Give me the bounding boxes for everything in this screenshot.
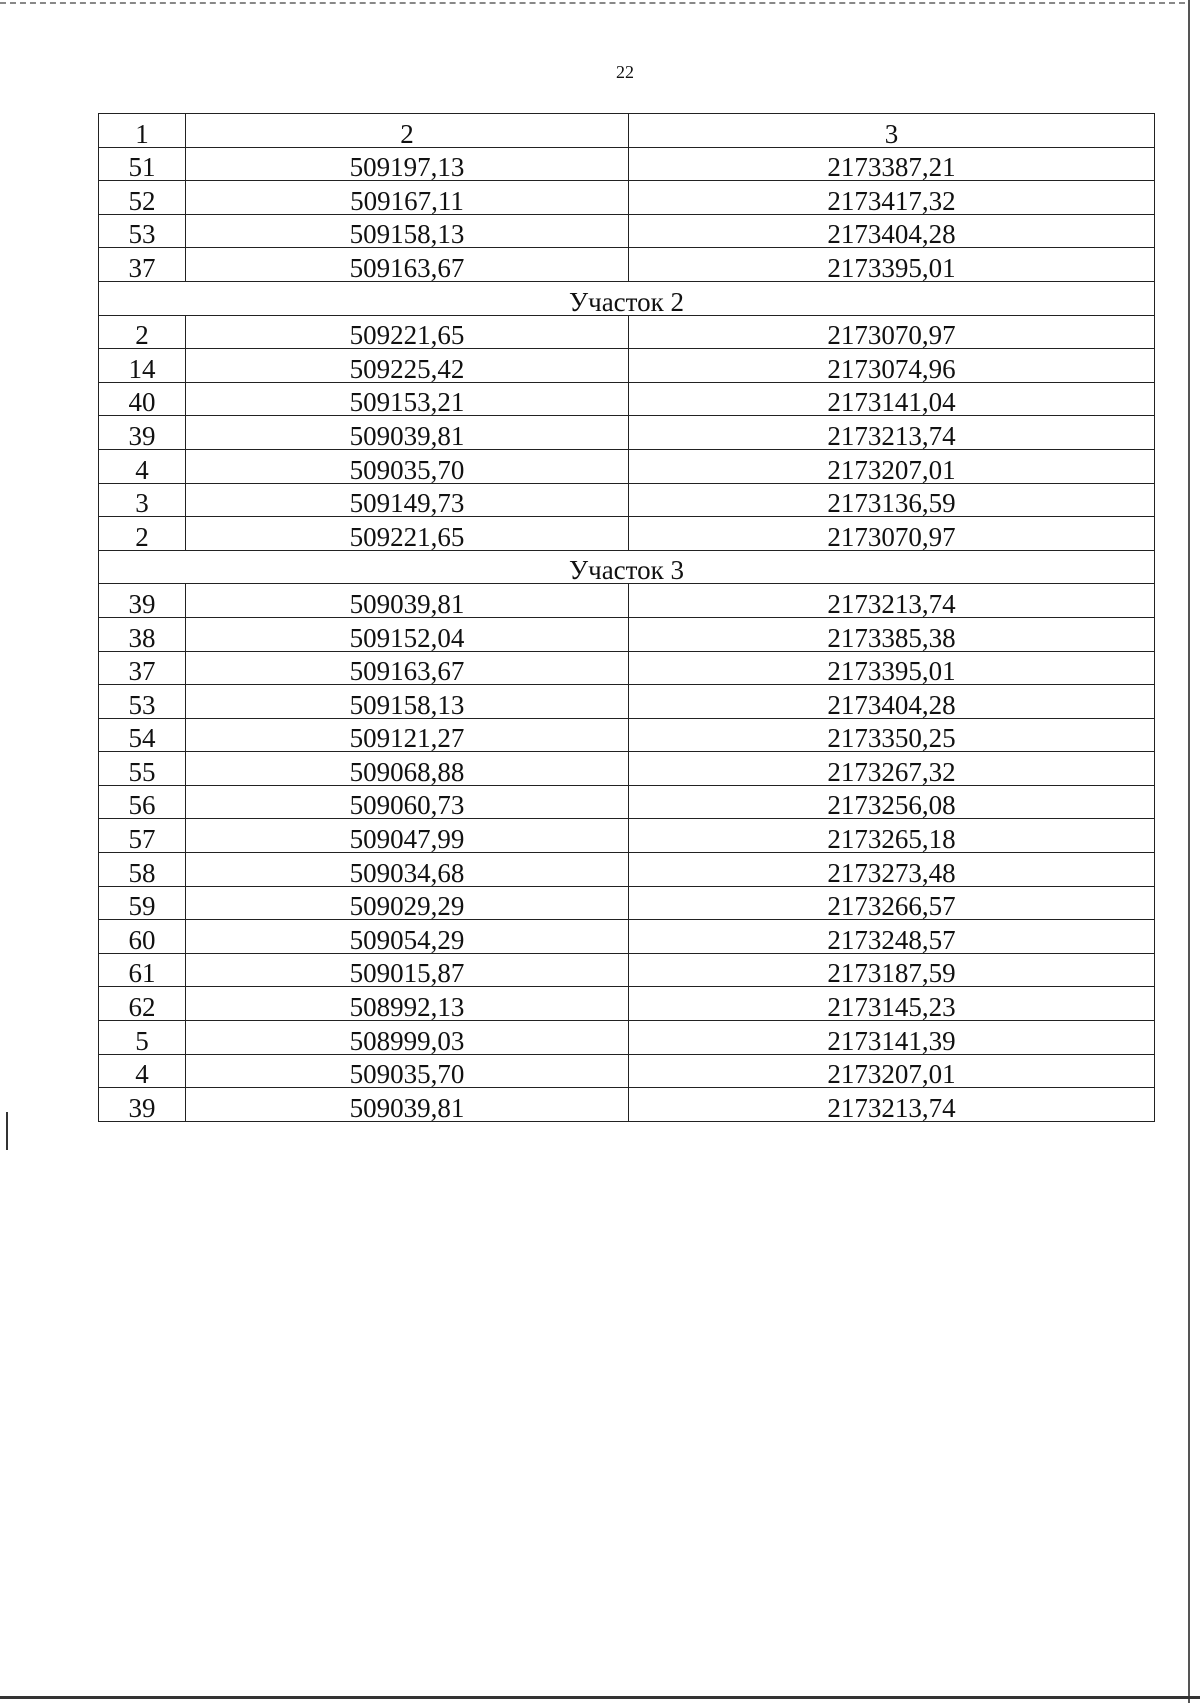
- y-coordinate-cell: 2173266,57: [629, 886, 1155, 920]
- point-number-cell: 39: [99, 416, 186, 450]
- y-coordinate-cell: 2173265,18: [629, 819, 1155, 853]
- x-coordinate-cell: 509225,42: [186, 349, 629, 383]
- scan-mark-left: [6, 1112, 8, 1150]
- table-row: [99, 214, 1155, 248]
- x-coordinate-cell: 509068,88: [186, 752, 629, 786]
- column-header: 2: [186, 114, 629, 148]
- table-row: [99, 718, 1155, 752]
- x-coordinate-cell: 509121,27: [186, 718, 629, 752]
- x-coordinate-cell: 509197,13: [186, 147, 629, 181]
- y-coordinate-cell: 2173070,97: [629, 315, 1155, 349]
- table-row: [99, 349, 1155, 383]
- section-row: [99, 281, 1155, 315]
- table-row: [99, 584, 1155, 618]
- table-row: [99, 953, 1155, 987]
- page-number: 22: [616, 62, 634, 82]
- x-coordinate-cell: 509149,73: [186, 483, 629, 517]
- table-row: [99, 853, 1155, 887]
- point-number-cell: 62: [99, 987, 186, 1021]
- table-row: [99, 920, 1155, 954]
- section-title: Участок 3: [99, 550, 1155, 584]
- section-title: Участок 2: [99, 281, 1155, 315]
- y-coordinate-cell: 2173350,25: [629, 718, 1155, 752]
- point-number-cell: 61: [99, 953, 186, 987]
- y-coordinate-cell: 2173213,74: [629, 1088, 1155, 1122]
- x-coordinate-cell: 509163,67: [186, 248, 629, 282]
- table-row: [99, 987, 1155, 1021]
- y-coordinate-cell: 2173145,23: [629, 987, 1155, 1021]
- point-number-cell: 5: [99, 1021, 186, 1055]
- point-number-cell: 56: [99, 785, 186, 819]
- y-coordinate-cell: 2173187,59: [629, 953, 1155, 987]
- table-row: [99, 651, 1155, 685]
- y-coordinate-cell: 2173213,74: [629, 584, 1155, 618]
- coordinates-table: [98, 113, 1155, 1122]
- table-header-row: [99, 114, 1155, 148]
- table-row: [99, 483, 1155, 517]
- y-coordinate-cell: 2173417,32: [629, 181, 1155, 215]
- x-coordinate-cell: 509163,67: [186, 651, 629, 685]
- point-number-cell: 51: [99, 147, 186, 181]
- point-number-cell: 3: [99, 483, 186, 517]
- y-coordinate-cell: 2173207,01: [629, 1054, 1155, 1088]
- y-coordinate-cell: 2173385,38: [629, 617, 1155, 651]
- y-coordinate-cell: 2173387,21: [629, 147, 1155, 181]
- y-coordinate-cell: 2173136,59: [629, 483, 1155, 517]
- x-coordinate-cell: 509029,29: [186, 886, 629, 920]
- point-number-cell: 39: [99, 584, 186, 618]
- point-number-cell: 57: [99, 819, 186, 853]
- x-coordinate-cell: 509047,99: [186, 819, 629, 853]
- y-coordinate-cell: 2173207,01: [629, 449, 1155, 483]
- y-coordinate-cell: 2173395,01: [629, 248, 1155, 282]
- y-coordinate-cell: 2173404,28: [629, 685, 1155, 719]
- point-number-cell: 59: [99, 886, 186, 920]
- y-coordinate-cell: 2173074,96: [629, 349, 1155, 383]
- column-header: 3: [629, 114, 1155, 148]
- point-number-cell: 54: [99, 718, 186, 752]
- x-coordinate-cell: 509039,81: [186, 584, 629, 618]
- x-coordinate-cell: 509015,87: [186, 953, 629, 987]
- x-coordinate-cell: 509035,70: [186, 1054, 629, 1088]
- x-coordinate-cell: 509221,65: [186, 315, 629, 349]
- y-coordinate-cell: 2173273,48: [629, 853, 1155, 887]
- point-number-cell: 58: [99, 853, 186, 887]
- x-coordinate-cell: 508999,03: [186, 1021, 629, 1055]
- section-row: [99, 550, 1155, 584]
- x-coordinate-cell: 509167,11: [186, 181, 629, 215]
- scan-edge-bottom: [0, 1696, 1200, 1699]
- x-coordinate-cell: 509158,13: [186, 685, 629, 719]
- point-number-cell: 60: [99, 920, 186, 954]
- y-coordinate-cell: 2173395,01: [629, 651, 1155, 685]
- point-number-cell: 37: [99, 248, 186, 282]
- y-coordinate-cell: 2173141,04: [629, 382, 1155, 416]
- x-coordinate-cell: 509153,21: [186, 382, 629, 416]
- table-row: [99, 886, 1155, 920]
- y-coordinate-cell: 2173404,28: [629, 214, 1155, 248]
- point-number-cell: 38: [99, 617, 186, 651]
- x-coordinate-cell: 509221,65: [186, 517, 629, 551]
- table-row: [99, 685, 1155, 719]
- table-row: [99, 416, 1155, 450]
- point-number-cell: 14: [99, 349, 186, 383]
- table-row: [99, 449, 1155, 483]
- x-coordinate-cell: 509152,04: [186, 617, 629, 651]
- y-coordinate-cell: 2173267,32: [629, 752, 1155, 786]
- table-row: [99, 382, 1155, 416]
- y-coordinate-cell: 2173213,74: [629, 416, 1155, 450]
- y-coordinate-cell: 2173248,57: [629, 920, 1155, 954]
- y-coordinate-cell: 2173070,97: [629, 517, 1155, 551]
- table-row: [99, 1021, 1155, 1055]
- x-coordinate-cell: 509060,73: [186, 785, 629, 819]
- point-number-cell: 37: [99, 651, 186, 685]
- table-row: [99, 617, 1155, 651]
- x-coordinate-cell: 508992,13: [186, 987, 629, 1021]
- table-row: [99, 248, 1155, 282]
- column-header: 1: [99, 114, 186, 148]
- x-coordinate-cell: 509034,68: [186, 853, 629, 887]
- x-coordinate-cell: 509054,29: [186, 920, 629, 954]
- point-number-cell: 53: [99, 685, 186, 719]
- y-coordinate-cell: 2173141,39: [629, 1021, 1155, 1055]
- y-coordinate-cell: 2173256,08: [629, 785, 1155, 819]
- x-coordinate-cell: 509035,70: [186, 449, 629, 483]
- point-number-cell: 2: [99, 517, 186, 551]
- point-number-cell: 52: [99, 181, 186, 215]
- x-coordinate-cell: 509039,81: [186, 416, 629, 450]
- point-number-cell: 40: [99, 382, 186, 416]
- x-coordinate-cell: 509158,13: [186, 214, 629, 248]
- table-row: [99, 517, 1155, 551]
- table-row: [99, 1088, 1155, 1122]
- table-row: [99, 1054, 1155, 1088]
- table-row: [99, 147, 1155, 181]
- scan-edge-top: [0, 2, 1185, 4]
- scan-edge-right: [1188, 0, 1190, 1703]
- table-row: [99, 819, 1155, 853]
- table-row: [99, 315, 1155, 349]
- point-number-cell: 4: [99, 449, 186, 483]
- point-number-cell: 53: [99, 214, 186, 248]
- point-number-cell: 39: [99, 1088, 186, 1122]
- point-number-cell: 2: [99, 315, 186, 349]
- table-row: [99, 752, 1155, 786]
- point-number-cell: 4: [99, 1054, 186, 1088]
- point-number-cell: 55: [99, 752, 186, 786]
- table-row: [99, 785, 1155, 819]
- x-coordinate-cell: 509039,81: [186, 1088, 629, 1122]
- table-row: [99, 181, 1155, 215]
